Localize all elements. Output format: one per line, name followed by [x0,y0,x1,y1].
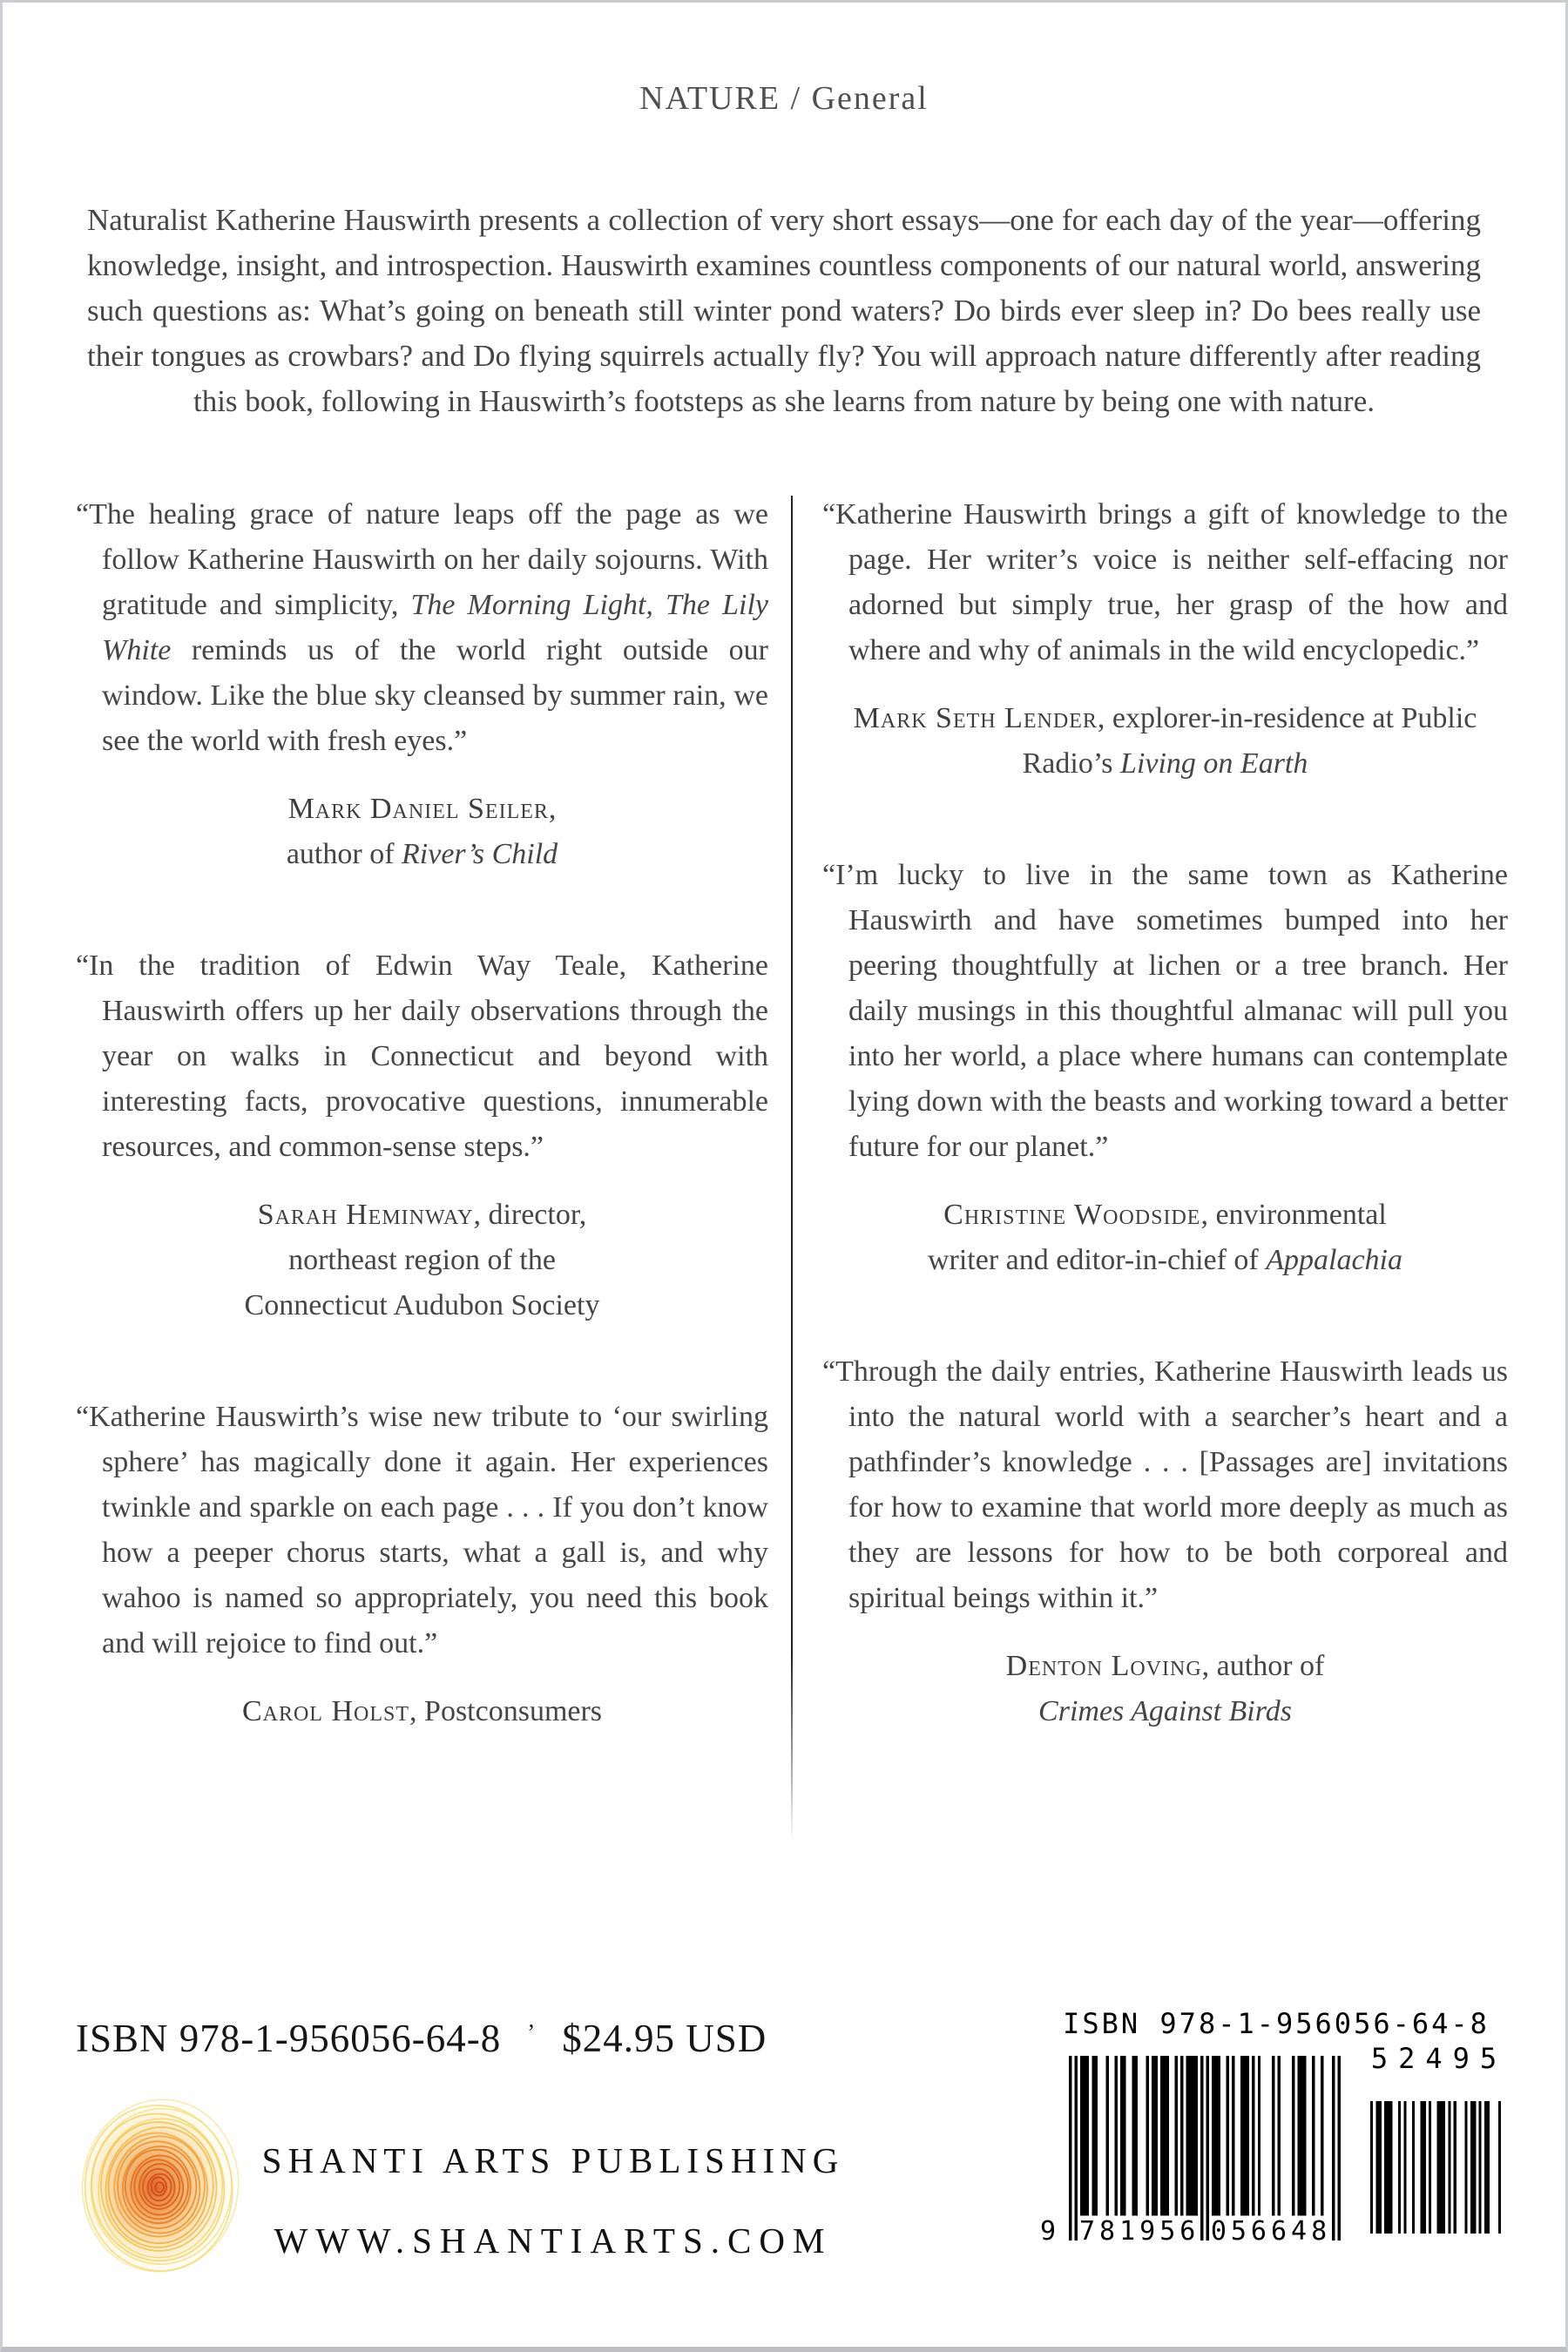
barcode-digits [1029,2216,1525,2249]
intro-paragraph: Naturalist Katherine Hauswirth presents a collection of very short essays—one for each day of the year—offering knowledge, insight, and introspection. Hauswirth examines countless components of our natural world, answering such questions as: What’s going on beneath still winter pond waters? Do birds ever sleep in? Do bees really use their tongues as crowbars? and Do flying squirrels actually fly? You will approach nature differently after reading this book, following in Hauswirth’s footsteps as she learns from nature by being one with nature. [87,203,1481,418]
publisher-name: SHANTI ARTS PUBLISHING [261,2140,845,2180]
barcode-isbn-text: ISBN 978-1-956056-64-8 [1063,2007,1490,2040]
price: $24.95 USD [562,2017,767,2060]
sun-logo-icon [79,2092,247,2279]
separator-ornament: ’ [527,2018,537,2045]
barcode-bars-main-icon [1069,2056,1341,2240]
blurb-attribution: Mark Daniel Seiler, author of River’s Child [286,793,558,870]
website-url: WWW.SHANTIARTS.COM [274,2220,833,2261]
barcode-bars-addon-icon [1370,2101,1501,2234]
blurb-attribution: Christine Woodside, environmental writer and editor-in-chief of Appalachia [927,1199,1403,1276]
barcode-digit-group2: 056648 [1210,2216,1332,2247]
blurb-quote: “Katherine Hauswirth brings a gift of knowledge to the page. Her writer’s voice is neither self-effacing nor adorned but simply true, her grasp of the how and where and why of animals in the wild encyclopedic.” [822,498,1508,666]
blurb-column-right [822,492,1508,1734]
blurb-attribution: Mark Seth Lender, explorer-in-residence at Public Radio’s Living on Earth [853,702,1477,780]
blurb-columns [3,492,1565,1842]
footer [3,1981,1565,2347]
barcode-digit-lead: 9 [1031,2216,1065,2247]
blurb-quote: “In the tradition of Edwin Way Teale, Katherine Hauswirth offers up her daily observations through the year on walks in Connecticut and beyond with interesting facts, provocative questions, innumerable resources, and common-sense steps.” [76,950,768,1163]
blurb-attribution: Carol Holst, Postconsumers [241,1695,603,1727]
blurb-column-left [76,492,768,1734]
isbn-price-line [76,2016,767,2061]
column-divider [791,496,793,1842]
blurb-quote: “The healing grace of nature leaps off the page as we follow Katherine Hauswirth on her daily sojourns. With gratitude and simplicity, The Morning Light, The Lily White reminds us of the world right outside our window. Like the blue sky cleansed by summer rain, we see the world with fresh eyes.” [76,498,768,757]
blurb-quote: “I’m lucky to live in the same town as Katherine Hauswirth and have sometimes bumped into her peering thoughtfully at lichen or a tree branch. Her daily musings in this thoughtful almanac will pull you into her world, a place where humans can contemplate lying down with the beasts and working toward a better future for our planet.” [822,859,1508,1163]
blurb-quote: “Through the daily entries, Katherine Hauswirth leads us into the natural world with a searcher’s heart and a pathfinder’s knowledge . . . [Passages are] invitations for how to examine that world more deeply as much as they are lessons for how to be both corporeal and spiritual beings within it.” [822,1355,1508,1614]
blurb-attribution: Denton Loving, author of Crimes Against Birds [1005,1650,1325,1727]
barcode-digit-group1: 781956 [1079,2216,1200,2247]
barcode [1029,1988,1525,2284]
blurb-quote: “Katherine Hauswirth’s wise new tribute to ‘our swirling sphere’ has magically done it again. Her experiences twinkle and sparkle on each page . . . If you don’t know how a peeper chorus starts, what a gall is, and why wahoo is named so appropriately, you need this book and will rejoice to find out.” [76,1401,768,1659]
barcode-addon-number: 52495 [1370,2042,1508,2075]
blurb-attribution: Sarah Heminway, director, northeast region of the Connecticut Audubon Society [244,1199,600,1321]
publisher-block [257,2120,849,2281]
category-heading: NATURE / General [639,80,929,117]
isbn-number: ISBN 978-1-956056-64-8 [76,2017,502,2060]
